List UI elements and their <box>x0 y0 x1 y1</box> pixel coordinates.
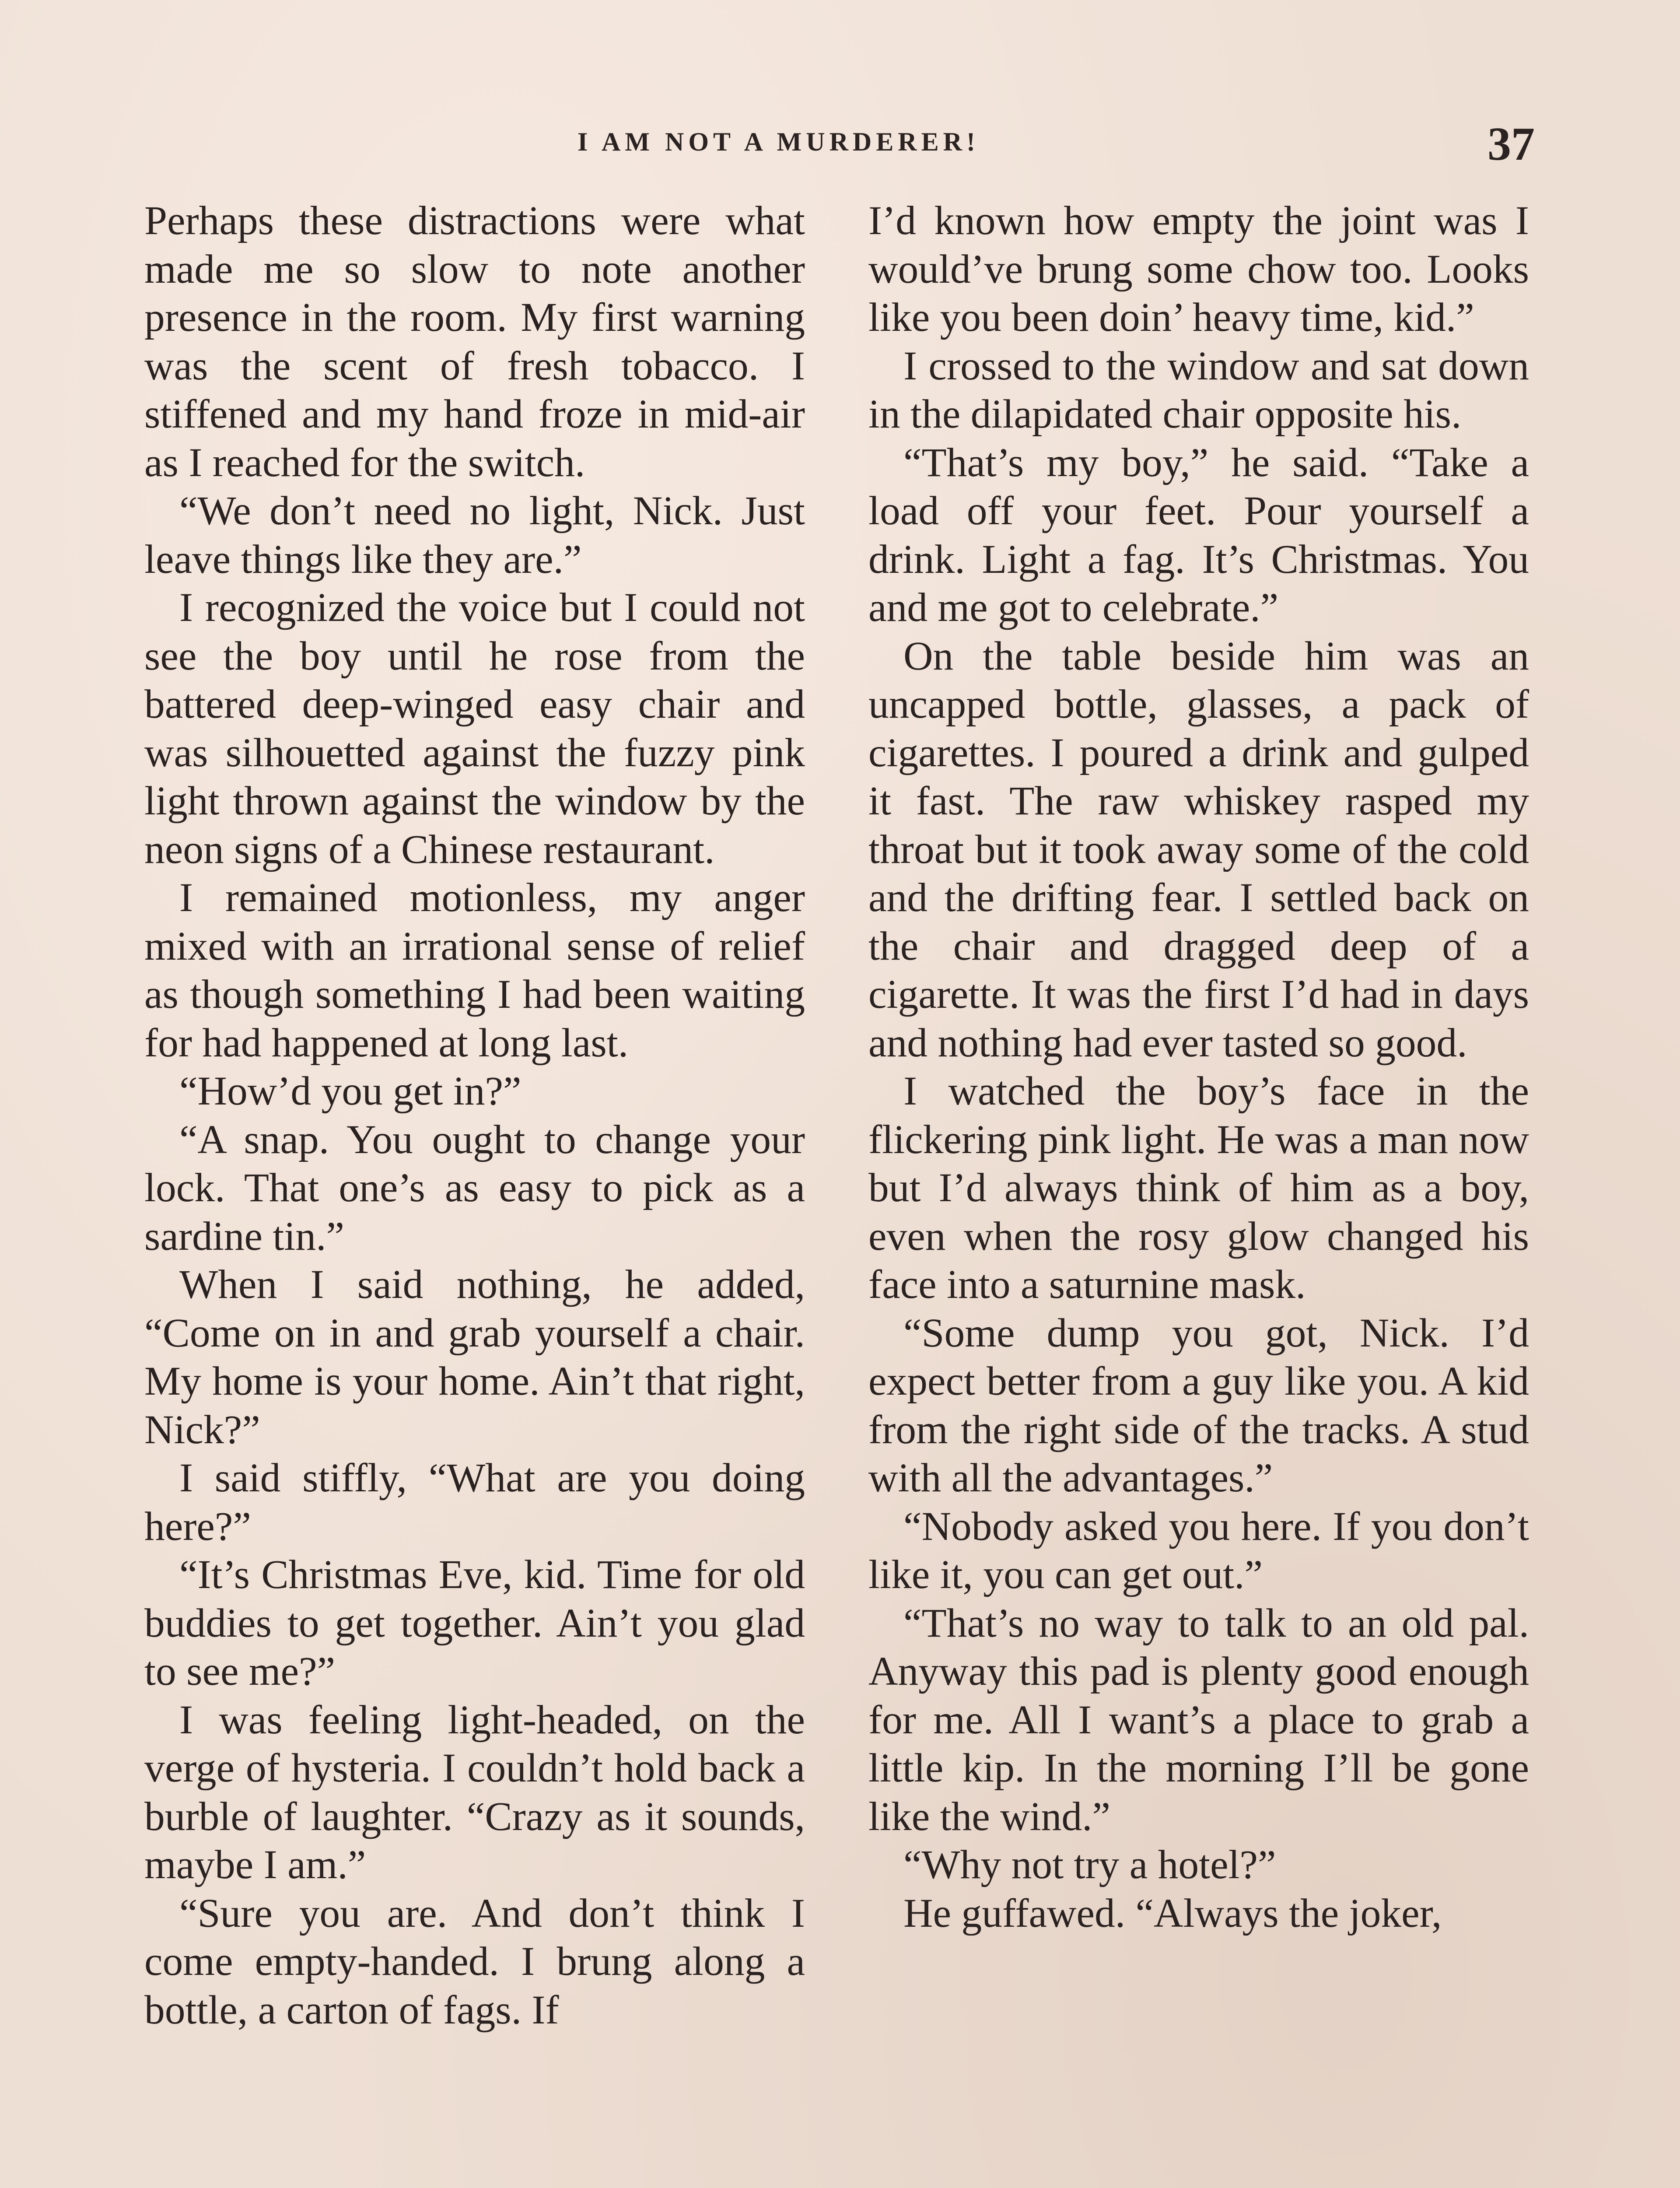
paragraph: “Some dump you got, Nick. I’d expect better from a guy like you. A kid from the right side of the tracks. A stud with all the advantages.” <box>868 1310 1529 1501</box>
paragraph: “We don’t need no light, Nick. Just leave things like they are.” <box>144 488 805 582</box>
right-column <box>868 197 1529 1938</box>
paragraph: I remained motionless, my anger mixed with an irrational sense of relief as though something I had been waiting for had happened at long last. <box>144 875 805 1066</box>
paragraph: “Why not try a hotel?” <box>903 1842 1276 1887</box>
paragraph: I’d known how empty the joint was I would’ve brung some chow too. Looks like you been doin’ heavy time, kid.” <box>868 198 1529 340</box>
paragraph: I recognized the voice but I could not see the boy until he rose from the battered deep-winged easy chair and was silhouetted against the fuzzy pink light thrown against the window by the neon signs of a Chinese restaurant. <box>144 585 805 872</box>
paragraph: I was feeling light-headed, on the verge of hysteria. I couldn’t hold back a burble of laughter. “Crazy as it sounds, maybe I am.” <box>144 1697 805 1887</box>
paragraph: “A snap. You ought to change your lock. That one’s as easy to pick as a sardine tin.” <box>144 1117 805 1259</box>
paragraph: “That’s no way to talk to an old pal. Anyway this pad is plenty good enough for me. All I want’s a place to grab a little kip. In the morning I’ll be gone like the wind.” <box>868 1600 1529 1839</box>
paragraph: Perhaps these distractions were what made me so slow to note another presence in the room. My first warning was the scent of fresh tobacco. I stiffened and my hand froze in mid-air as I reached for the switch. <box>144 198 805 485</box>
paragraph: “It’s Christmas Eve, kid. Time for old buddies to get together. Ain’t you glad to see me?” <box>144 1552 805 1694</box>
page-number: 37 <box>1488 118 1535 170</box>
paragraph: “Sure you are. And don’t think I come empty-handed. I brung along a bottle, a carton of fags. If <box>144 1890 805 2033</box>
paragraph: “That’s my boy,” he said. “Take a load off your feet. Pour yourself a drink. Light a fag. It’s Christmas. You and me got to celebrate.” <box>868 440 1529 630</box>
paragraph: “How’d you get in?” <box>179 1069 522 1114</box>
left-column <box>144 197 805 2034</box>
paragraph: When I said nothing, he added, “Come on in and grab yourself a chair. My home is your home. Ain’t that right, Nick?” <box>144 1262 805 1452</box>
paragraph: “Nobody asked you here. If you don’t like it, you can get out.” <box>868 1504 1529 1597</box>
paragraph: I watched the boy’s face in the flickering pink light. He was a man now but I’d always think of him as a boy, even when the rosy glow changed his face into a saturnine mask. <box>868 1069 1529 1307</box>
paragraph: On the table beside him was an uncapped bottle, glasses, a pack of cigarettes. I poured a drink and gulped it fast. The raw whiskey rasped my throat but it took away some of the cold and the drifting fear. I settled back on the chair and dragged deep of a cigarette. It was the first I’d had in days and nothing had ever tasted so good. <box>868 633 1529 1066</box>
running-title: I AM NOT A MURDERER! <box>578 127 980 156</box>
paragraph: I said stiffly, “What are you doing here?” <box>144 1455 805 1549</box>
paragraph: He guffawed. “Always the joker, <box>903 1890 1442 1936</box>
paragraph: I crossed to the window and sat down in the dilapidated chair opposite his. <box>868 343 1529 437</box>
